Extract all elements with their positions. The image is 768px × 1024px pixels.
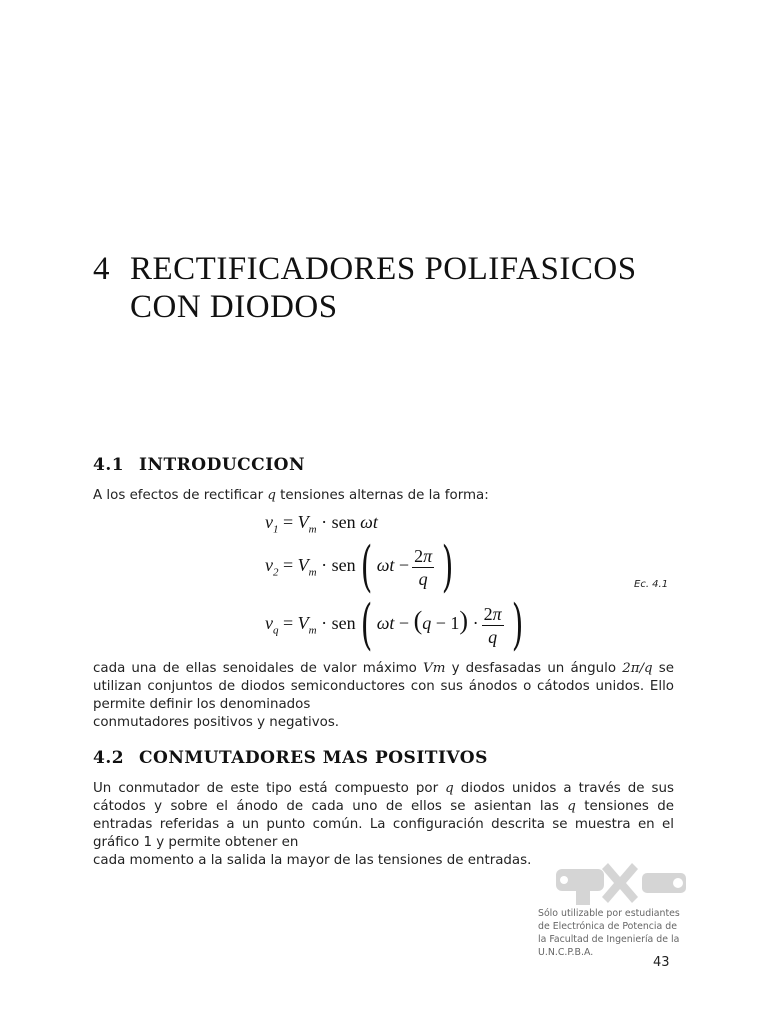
watermark-line3: la Facultad de Ingeniería de la <box>538 934 680 945</box>
intro-text-2: tensiones alternas de la forma: <box>275 488 489 503</box>
equation-v2: $v_2 = V_m \cdot sen$( ωt − $\frac{2\pi}{q}$ ) <box>265 535 454 598</box>
para1-text-3: se utilizan conjuntos de diodos semiconductores con sus ánodos o cátodos unidos. Ello permite definir los denominados <box>93 661 675 712</box>
watermark-line2: de Electrónica de Potencia de <box>538 921 677 932</box>
para1-vm: Vm <box>423 661 446 676</box>
equation-vq: $v_q = V_m \cdot sen$( ωt − (q − 1) · $\frac{2\pi}{q}$ ) <box>265 593 523 656</box>
para2-text-4: cada momento a la salida la mayor de las tensiones de entradas. <box>93 853 532 868</box>
chapter-title <box>93 250 637 326</box>
intro-var-q: q <box>267 488 276 503</box>
intro-paragraph <box>93 487 674 505</box>
para1-angle: 2π/q <box>622 661 653 676</box>
watermark-text <box>538 907 713 959</box>
para1-text-1: cada una de ellas senoidales de valor máximo <box>93 661 424 676</box>
para2-q2: q <box>567 799 576 814</box>
watermark-line1: Sólo utilizable por estudiantes <box>538 908 680 919</box>
chapter-title-line2: CON DIODOS <box>130 289 338 325</box>
watermark-line4: U.N.C.P.B.A. <box>538 947 594 958</box>
section-title: INTRODUCCION <box>139 455 306 475</box>
para1-text-2: y desfasadas un ángulo <box>445 661 623 676</box>
chapter-number: 4 <box>93 251 110 287</box>
para1-text-4: conmutadores positivos y negativos. <box>93 715 340 730</box>
section-number: 4.1 <box>93 455 125 475</box>
section-number: 4.2 <box>93 748 125 768</box>
section-heading-introduccion <box>93 455 305 475</box>
para2-q1: q <box>445 781 454 796</box>
para2-text-2: diodos unidos a través de sus cátodos y sobre el ánodo de cada uno de ellos se asientan las <box>93 781 674 814</box>
section-heading-conmutadores <box>93 748 488 768</box>
page-number: 43 <box>653 955 670 970</box>
paragraph-senoidales <box>93 660 674 732</box>
chapter-title-line1: RECTIFICADORES POLIFASICOS <box>130 251 637 287</box>
equation-label: Ec. 4.1 <box>634 579 669 590</box>
intro-text-1: A los efectos de rectificar <box>93 488 268 503</box>
para2-text-1: Un conmutador de este tipo está compuesto por <box>93 781 446 796</box>
para2-text-3: tensiones de entradas referidas a un punto común. La configuración descrita se muestra en el gráfico 1 y permite obtener en <box>93 799 675 850</box>
equation-v1: $v_1 = V_m$ · sen ωt <box>265 512 378 536</box>
section-title: CONMUTADORES MAS POSITIVOS <box>139 748 488 768</box>
